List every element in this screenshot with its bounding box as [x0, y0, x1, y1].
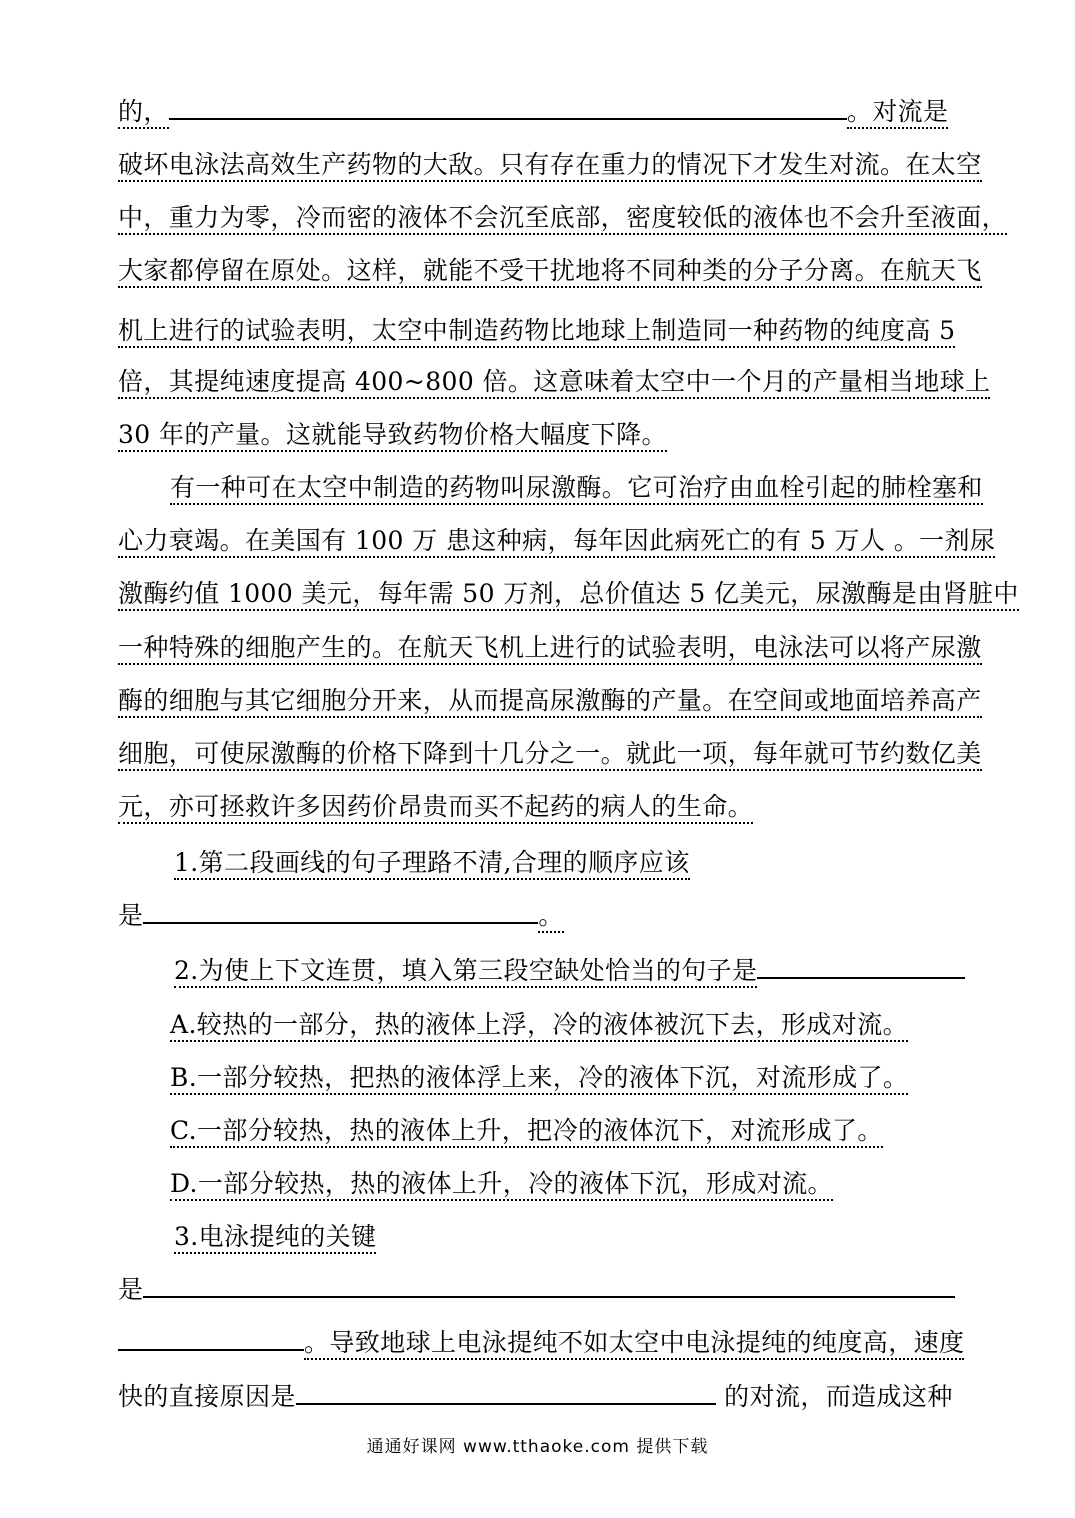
question-2-text: 2.为使上下文连贯，填入第三段空缺处恰当的句子是 [174, 956, 757, 988]
para1-line1-start: 的， [118, 97, 169, 129]
para2-line1 [170, 468, 983, 508]
question-1-text: 1.第二段画线的句子理路不清,合理的顺序应该 [174, 848, 690, 880]
question-3-answer-blank-3[interactable] [296, 1381, 716, 1405]
page-footer: 通通好课网 www.tthaoke.com 提供下载 [366, 1437, 709, 1457]
option-text: B.一部分较热，把热的液体浮上来，冷的液体下沉，对流形成了。 [170, 1063, 908, 1095]
para1-line1 [118, 92, 958, 132]
para2-line7 [118, 787, 958, 827]
para1-line3 [118, 198, 1008, 238]
question-1-answer-blank[interactable] [143, 900, 538, 924]
question-3 [174, 1217, 958, 1257]
question-3-answer-blank-2[interactable] [118, 1327, 304, 1351]
para1-line4 [118, 251, 982, 291]
para1-line7 [118, 415, 958, 455]
question-3-answer-line1 [118, 1270, 958, 1310]
text-span: 30 年的产量。这就能导致药物价格大幅度下降。 [118, 420, 667, 452]
question-3-answer-line2 [118, 1323, 965, 1363]
para1-line5 [118, 311, 958, 351]
text-span: 中，重力为零，冷而密的液体不会沉至底部，密度较低的液体也不会升至液面， [118, 203, 1007, 235]
para2-line2 [118, 521, 996, 561]
question-2 [174, 951, 958, 991]
question-1 [174, 843, 958, 883]
question-1-answer-line [118, 896, 958, 936]
text-span: 激酶约值 1000 美元，每年需 50 万剂，总价值达 5 亿美元，尿激酶是由肾脏中 [118, 579, 1019, 611]
para2-line5 [118, 681, 982, 721]
para2-line6 [118, 734, 982, 774]
question-3-text: 3.电泳提纯的关键 [174, 1222, 376, 1254]
text-span: 酶的细胞与其它细胞分开来，从而提高尿激酶的产量。在空间或地面培养高产 [118, 686, 982, 718]
para2-line3 [118, 574, 1019, 614]
text-span: 破坏电泳法高效生产药物的大敌。只有存在重力的情况下才发生对流。在太空 [118, 150, 982, 182]
answer-blank[interactable] [169, 96, 847, 120]
question-2-option-d [170, 1164, 958, 1204]
question-2-option-a [170, 1005, 958, 1045]
option-text: D.一部分较热，热的液体上升，冷的液体下沉，形成对流。 [170, 1169, 833, 1201]
text-span: 元，亦可拯救许多因药价昂贵而买不起药的病人的生命。 [118, 792, 753, 824]
para1-line6 [118, 362, 991, 402]
option-text: A.较热的一部分，热的液体上浮，冷的液体被沉下去，形成对流。 [170, 1010, 908, 1042]
question-2-option-b [170, 1058, 958, 1098]
answer-prefix: 是 [118, 1275, 144, 1304]
text-span: 倍，其提纯速度提高 400~800 倍。这意味着太空中一个月的产量相当地球上 [118, 367, 990, 399]
para2-line4 [118, 628, 982, 668]
text-span: 心力衰竭。在美国有 100 万 患这种病，每年因此病死亡的有 5 万人 。一剂尿 [118, 526, 995, 558]
answer-suffix: 。 [538, 901, 563, 933]
answer-prefix: 快的直接原因是 [118, 1382, 296, 1411]
text-span: 大家都停留在原处。这样，就能不受干扰地将不同种类的分子分离。在航天飞 [118, 256, 982, 288]
option-text: C.一部分较热，热的液体上升，把冷的液体沉下，对流形成了。 [170, 1116, 883, 1148]
para1-line2 [118, 145, 982, 185]
text-span: 有一种可在太空中制造的药物叫尿激酶。它可治疗由血栓引起的肺栓塞和 [170, 473, 983, 505]
question-3-answer-line3 [118, 1377, 958, 1417]
question-2-answer-blank[interactable] [757, 955, 965, 979]
answer-suffix: 。导致地球上电泳提纯不如太空中电泳提纯的纯度高，速度 [304, 1328, 964, 1360]
question-2-option-c [170, 1111, 958, 1151]
question-3-answer-blank-1[interactable] [143, 1274, 955, 1298]
text-span: 细胞，可使尿激酶的价格下降到十几分之一。就此一项，每年就可节约数亿美 [118, 739, 982, 771]
text-span: 机上进行的试验表明，太空中制造药物比地球上制造同一种药物的纯度高 5 [118, 316, 955, 348]
text-span: 一种特殊的细胞产生的。在航天飞机上进行的试验表明，电泳法可以将产尿激 [118, 633, 982, 665]
answer-prefix: 是 [118, 901, 144, 930]
para1-line1-end: 。对流是 [847, 97, 949, 129]
answer-suffix: 的对流，而造成这种 [715, 1382, 953, 1411]
